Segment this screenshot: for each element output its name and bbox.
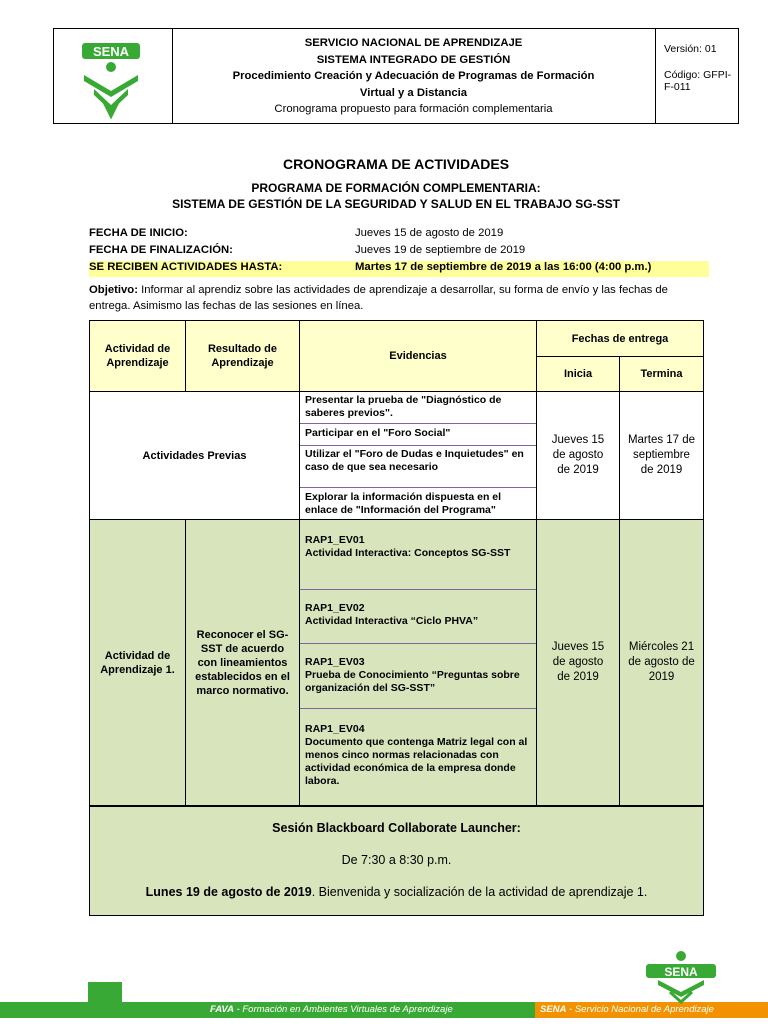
- header-line-3: Procedimiento Creación y Adecuación de Programas de Formación: [232, 70, 595, 82]
- deadline-value: Martes 17 de septiembre de 2019 a las 16:00 (4:00 p.m.): [355, 261, 652, 273]
- header-line-2: SISTEMA INTEGRADO DE GESTIÓN: [316, 53, 511, 66]
- previous-evidence-3: Utilizar el "Foro de Dudas e Inquietudes" en caso de que sea necesario: [300, 446, 536, 488]
- activity-1-end-date: Miércoles 21 de agosto de 2019: [620, 520, 703, 805]
- evidence-ev04: [300, 709, 536, 804]
- start-date-label: FECHA DE INICIO:: [89, 227, 188, 239]
- version-label: Versión: 01: [664, 43, 717, 55]
- session-desc: . Bienvenida y socialización de la actividad de aprendizaje 1.: [311, 885, 648, 899]
- header-end: Termina: [620, 357, 703, 392]
- session-detail: [90, 885, 703, 899]
- sena-logo-cell: [54, 29, 173, 123]
- page-title: CRONOGRAMA DE ACTIVIDADES: [282, 156, 510, 172]
- header-activity: Actividad de Aprendizaje: [90, 321, 186, 392]
- svg-text:SENA: SENA: [92, 44, 130, 59]
- header-line-1: SERVICIO NACIONAL DE APRENDIZAJE: [304, 37, 523, 49]
- evidence-ev01: [300, 520, 536, 590]
- footer-fava-desc: - Formación en Ambientes Virtuales de Aprendizaje: [233, 1004, 453, 1015]
- header-dates: Fechas de entrega: [537, 321, 703, 357]
- footer-fava-text: [210, 1003, 453, 1017]
- evidence-ev02-desc: Actividad Interactiva “Ciclo PHVA”: [305, 615, 479, 627]
- previous-evidence-1: Presentar la prueba de "Diagnóstico de saberes previos".: [300, 392, 536, 424]
- end-date-label: FECHA DE FINALIZACIÓN:: [89, 244, 233, 256]
- end-date-value: Jueves 19 de septiembre de 2019: [355, 244, 526, 256]
- header-start: Inicia: [537, 357, 620, 392]
- svg-text:SENA: SENA: [664, 965, 698, 979]
- end-date-row: [89, 244, 709, 260]
- footer-sena-logo-icon: [640, 950, 722, 1004]
- evidence-ev03-desc: Prueba de Conocimiento “Preguntas sobre organización del SG-SST”: [305, 669, 520, 694]
- activity-1-label: Actividad de Aprendizaje 1.: [90, 520, 186, 805]
- document-header: [53, 28, 739, 124]
- activity-1-evidences: [300, 520, 537, 805]
- header-titles: [172, 29, 656, 123]
- activity-1-result: Reconocer el SG-SST de acuerdo con lineamientos establecidos en el marco normativo.: [186, 520, 300, 805]
- evidence-ev02: [300, 590, 536, 644]
- session-time: De 7:30 a 8:30 p.m.: [341, 853, 452, 867]
- header-evidence: Evidencias: [300, 321, 537, 392]
- session-date: Lunes 19 de agosto de 2019: [145, 885, 312, 899]
- deadline-row: [89, 261, 709, 277]
- previous-start-date: Jueves 15 de agosto de 2019: [537, 392, 620, 520]
- footer-sena-desc: - Servicio Nacional de Aprendizaje: [566, 1004, 714, 1015]
- previous-end-date: Martes 17 de septiembre de 2019: [620, 392, 703, 520]
- previous-evidences: [300, 392, 537, 520]
- footer-sena-bold: SENA: [540, 1004, 567, 1015]
- objective-text: Informar al aprendiz sobre las actividades de aprendizaje a desarrollar, su forma de envío y las fechas de entrega. Asimismo las fechas de las sesiones en línea.: [89, 284, 668, 312]
- evidence-ev04-code: RAP1_EV04: [305, 723, 365, 735]
- session-box: [89, 806, 704, 916]
- program-title: PROGRAMA DE FORMACIÓN COMPLEMENTARIA:: [251, 181, 541, 195]
- footer-fava-bold: FAVA: [210, 1004, 234, 1015]
- code-label: Código: GFPI-F-011: [664, 69, 732, 93]
- objective-label: Objetivo:: [89, 284, 138, 296]
- evidence-ev03-code: RAP1_EV03: [305, 656, 365, 668]
- evidence-ev04-desc: Documento que contenga Matriz legal con al menos cinco normas relacionadas con actividad económica de la empresa donde labora.: [305, 736, 528, 787]
- start-date-row: [89, 227, 709, 243]
- activity-1-start-date: Jueves 15 de agosto de 2019: [537, 520, 620, 805]
- previous-evidence-4: Explorar la información dispuesta en el enlace de "Información del Programa": [305, 491, 502, 516]
- previous-activities-label: Actividades Previas: [90, 392, 300, 520]
- header-result: Resultado de Aprendizaje: [186, 321, 300, 392]
- evidence-ev01-desc: Actividad Interactiva: Conceptos SG-SST: [305, 547, 511, 559]
- header-line-4: Virtual y a Distancia: [359, 86, 468, 99]
- evidence-ev03: [300, 644, 536, 709]
- program-subtitle: SISTEMA DE GESTIÓN DE LA SEGURIDAD Y SALUD EN EL TRABAJO SG-SST: [172, 197, 620, 211]
- deadline-label: SE RECIBEN ACTIVIDADES HASTA:: [89, 261, 283, 273]
- evidence-ev01-code: RAP1_EV01: [305, 534, 365, 546]
- previous-evidence-2: Participar en el "Foro Social": [300, 424, 536, 446]
- footer-sena-text: [540, 1003, 714, 1017]
- footer-green-tab: [88, 982, 122, 1002]
- evidence-ev02-code: RAP1_EV02: [305, 602, 365, 614]
- header-line-5: Cronograma propuesto para formación complementaria: [274, 103, 553, 115]
- schedule-table: [89, 320, 704, 806]
- start-date-value: Jueves 15 de agosto de 2019: [355, 227, 504, 239]
- session-title: Sesión Blackboard Collaborate Launcher:: [272, 821, 521, 835]
- header-version-cell: [656, 29, 738, 123]
- sena-logo-icon: [54, 29, 172, 123]
- objective-paragraph: [89, 282, 709, 314]
